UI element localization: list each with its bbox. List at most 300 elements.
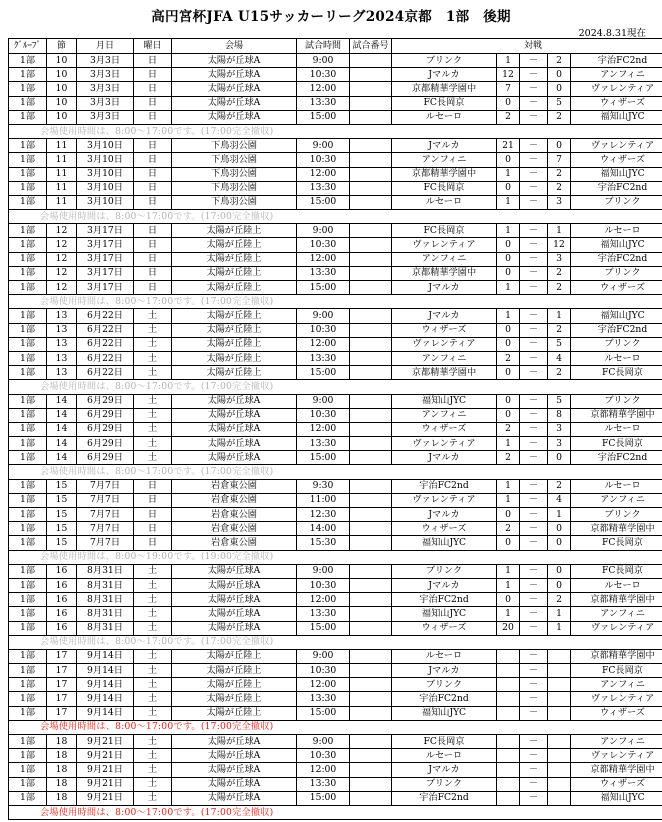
away-score-cell: 0	[548, 68, 571, 82]
match-row	[9, 54, 662, 68]
group-cell: 1部	[9, 167, 47, 181]
time-cell: 15:30	[297, 536, 350, 550]
section-cell: 18	[47, 763, 77, 777]
match-row	[9, 621, 662, 635]
home-team-cell: ウィザーズ	[392, 621, 497, 635]
match-row	[9, 323, 662, 337]
score-separator: －	[520, 649, 548, 663]
away-team-cell: ヴァレンティア	[571, 82, 662, 96]
venue-usage-note: 会場使用時間は、8:00～17:00です。(17:00完全撤収)	[9, 805, 662, 819]
header-match-no: 試合番号	[350, 39, 392, 54]
header-matchup: 対戦	[392, 39, 662, 54]
match-row	[9, 110, 662, 124]
venue-cell: 太陽が丘球A	[172, 394, 297, 408]
section-cell: 10	[47, 82, 77, 96]
venue-cell: 太陽が丘球A	[172, 96, 297, 110]
venue-cell: 太陽が丘陸上	[172, 252, 297, 266]
group-cell: 1部	[9, 578, 47, 592]
match-no-cell	[350, 110, 392, 124]
date-cell: 6月22日	[77, 351, 134, 365]
group-cell: 1部	[9, 422, 47, 436]
group-cell: 1部	[9, 181, 47, 195]
time-cell: 9:00	[297, 309, 350, 323]
home-score-cell: 1	[497, 224, 520, 238]
group-cell: 1部	[9, 337, 47, 351]
weekday-cell: 日	[134, 224, 172, 238]
away-score-cell: 1	[548, 621, 571, 635]
home-score-cell: 0	[497, 153, 520, 167]
time-cell: 9:00	[297, 224, 350, 238]
weekday-cell: 土	[134, 593, 172, 607]
score-separator: －	[520, 181, 548, 195]
away-score-cell: 5	[548, 394, 571, 408]
section-cell: 16	[47, 578, 77, 592]
away-score-cell: 5	[548, 337, 571, 351]
venue-usage-note: 会場使用時間は、8:00～17:00です。(17:00完全撤収)	[9, 380, 662, 394]
score-separator: －	[520, 153, 548, 167]
away-team-cell: 京都精華学園中	[571, 763, 662, 777]
away-score-cell	[548, 749, 571, 763]
section-cell: 11	[47, 139, 77, 153]
match-row	[9, 692, 662, 706]
home-score-cell	[497, 735, 520, 749]
venue-note-row	[9, 380, 662, 394]
venue-cell: 岩倉東公園	[172, 493, 297, 507]
time-cell: 12:00	[297, 422, 350, 436]
away-score-cell	[548, 777, 571, 791]
away-score-cell	[548, 692, 571, 706]
group-cell: 1部	[9, 649, 47, 663]
home-team-cell: ブリンク	[392, 678, 497, 692]
date-cell: 3月10日	[77, 195, 134, 209]
match-row	[9, 777, 662, 791]
group-cell: 1部	[9, 564, 47, 578]
match-no-cell	[350, 706, 392, 720]
home-score-cell: 21	[497, 139, 520, 153]
time-cell: 15:00	[297, 366, 350, 380]
home-score-cell: 12	[497, 68, 520, 82]
home-team-cell: ヴァレンティア	[392, 437, 497, 451]
date-cell: 8月31日	[77, 621, 134, 635]
time-cell: 12:00	[297, 167, 350, 181]
weekday-cell: 日	[134, 195, 172, 209]
match-no-cell	[350, 678, 392, 692]
time-cell: 10:30	[297, 578, 350, 592]
score-separator: －	[520, 777, 548, 791]
venue-cell: 太陽が丘球A	[172, 110, 297, 124]
match-no-cell	[350, 224, 392, 238]
time-cell: 13:30	[297, 607, 350, 621]
date-cell: 3月17日	[77, 281, 134, 295]
time-cell: 14:00	[297, 522, 350, 536]
home-team-cell: アンフィニ	[392, 351, 497, 365]
away-team-cell: 宇治FC2nd	[571, 323, 662, 337]
venue-usage-note: 会場使用時間は、8:00～17:00です。(17:00完全撤収)	[9, 635, 662, 649]
venue-cell: 太陽が丘球A	[172, 564, 297, 578]
time-cell: 13:30	[297, 181, 350, 195]
score-separator: －	[520, 366, 548, 380]
match-no-cell	[350, 96, 392, 110]
score-separator: －	[520, 522, 548, 536]
match-row	[9, 649, 662, 663]
away-team-cell: ウィザーズ	[571, 153, 662, 167]
match-no-cell	[350, 493, 392, 507]
weekday-cell: 日	[134, 508, 172, 522]
home-score-cell	[497, 664, 520, 678]
home-team-cell: アンフィニ	[392, 408, 497, 422]
group-cell: 1部	[9, 493, 47, 507]
home-score-cell: 0	[497, 593, 520, 607]
venue-cell: 太陽が丘球A	[172, 68, 297, 82]
away-score-cell: 2	[548, 593, 571, 607]
match-row	[9, 749, 662, 763]
venue-cell: 太陽が丘球A	[172, 437, 297, 451]
date-cell: 7月7日	[77, 508, 134, 522]
away-score-cell: 1	[548, 508, 571, 522]
venue-cell: 岩倉東公園	[172, 522, 297, 536]
date-cell: 9月14日	[77, 664, 134, 678]
date-cell: 6月22日	[77, 337, 134, 351]
venue-cell: 太陽が丘陸上	[172, 678, 297, 692]
weekday-cell: 日	[134, 266, 172, 280]
away-team-cell: ルセーロ	[571, 351, 662, 365]
away-team-cell: 宇治FC2nd	[571, 181, 662, 195]
section-cell: 15	[47, 493, 77, 507]
date-cell: 9月21日	[77, 763, 134, 777]
home-score-cell: 0	[497, 266, 520, 280]
section-cell: 10	[47, 68, 77, 82]
weekday-cell: 土	[134, 437, 172, 451]
home-score-cell: 0	[497, 366, 520, 380]
date-cell: 3月3日	[77, 68, 134, 82]
group-cell: 1部	[9, 451, 47, 465]
group-cell: 1部	[9, 735, 47, 749]
score-separator: －	[520, 224, 548, 238]
match-row	[9, 522, 662, 536]
away-team-cell: FC長岡京	[571, 437, 662, 451]
section-cell: 14	[47, 408, 77, 422]
date-cell: 6月22日	[77, 323, 134, 337]
away-score-cell: 0	[548, 522, 571, 536]
group-cell: 1部	[9, 54, 47, 68]
weekday-cell: 日	[134, 536, 172, 550]
match-no-cell	[350, 195, 392, 209]
group-cell: 1部	[9, 664, 47, 678]
date-cell: 9月21日	[77, 735, 134, 749]
match-no-cell	[350, 735, 392, 749]
away-team-cell: ヴァレンティア	[571, 692, 662, 706]
venue-cell: 太陽が丘陸上	[172, 224, 297, 238]
home-score-cell	[497, 706, 520, 720]
away-team-cell: ウィザーズ	[571, 96, 662, 110]
date-cell: 3月3日	[77, 54, 134, 68]
score-separator: －	[520, 266, 548, 280]
section-cell: 12	[47, 252, 77, 266]
away-team-cell: 福知山JYC	[571, 238, 662, 252]
match-row	[9, 337, 662, 351]
header-venue: 会場	[172, 39, 297, 54]
section-cell: 14	[47, 394, 77, 408]
time-cell: 10:30	[297, 68, 350, 82]
group-cell: 1部	[9, 309, 47, 323]
home-score-cell: 0	[497, 508, 520, 522]
date-cell: 9月21日	[77, 777, 134, 791]
group-cell: 1部	[9, 791, 47, 805]
away-team-cell: 福知山JYC	[571, 167, 662, 181]
away-score-cell: 1	[548, 309, 571, 323]
match-no-cell	[350, 167, 392, 181]
match-no-cell	[350, 252, 392, 266]
venue-note-row	[9, 295, 662, 309]
match-row	[9, 139, 662, 153]
away-team-cell: アンフィニ	[571, 735, 662, 749]
group-cell: 1部	[9, 110, 47, 124]
weekday-cell: 土	[134, 664, 172, 678]
venue-cell: 下鳥羽公園	[172, 153, 297, 167]
venue-cell: 太陽が丘球A	[172, 408, 297, 422]
home-score-cell: 7	[497, 82, 520, 96]
weekday-cell: 日	[134, 110, 172, 124]
venue-cell: 太陽が丘陸上	[172, 351, 297, 365]
away-team-cell: ウィザーズ	[571, 281, 662, 295]
match-row	[9, 479, 662, 493]
header-time: 試合時間	[297, 39, 350, 54]
date-cell: 7月7日	[77, 536, 134, 550]
home-team-cell: 宇治FC2nd	[392, 593, 497, 607]
away-score-cell: 3	[548, 195, 571, 209]
score-separator: －	[520, 252, 548, 266]
weekday-cell: 土	[134, 621, 172, 635]
away-score-cell	[548, 791, 571, 805]
match-row	[9, 408, 662, 422]
group-cell: 1部	[9, 508, 47, 522]
match-row	[9, 195, 662, 209]
home-score-cell: 1	[497, 479, 520, 493]
venue-note-row	[9, 635, 662, 649]
group-cell: 1部	[9, 607, 47, 621]
time-cell: 12:00	[297, 252, 350, 266]
section-cell: 11	[47, 167, 77, 181]
time-cell: 15:00	[297, 195, 350, 209]
home-score-cell: 1	[497, 281, 520, 295]
home-team-cell: 京都精華学園中	[392, 366, 497, 380]
home-score-cell: 0	[497, 408, 520, 422]
score-separator: －	[520, 493, 548, 507]
away-score-cell	[548, 664, 571, 678]
section-cell: 16	[47, 593, 77, 607]
match-no-cell	[350, 281, 392, 295]
match-no-cell	[350, 337, 392, 351]
time-cell: 15:00	[297, 281, 350, 295]
match-no-cell	[350, 664, 392, 678]
section-cell: 15	[47, 479, 77, 493]
header-section: 節	[47, 39, 77, 54]
away-score-cell: 2	[548, 266, 571, 280]
venue-cell: 下鳥羽公園	[172, 139, 297, 153]
time-cell: 15:00	[297, 706, 350, 720]
match-no-cell	[350, 266, 392, 280]
away-score-cell: 7	[548, 153, 571, 167]
home-team-cell: ヴァレンティア	[392, 493, 497, 507]
score-separator: －	[520, 82, 548, 96]
home-team-cell: ルセーロ	[392, 749, 497, 763]
home-team-cell: Jマルカ	[392, 139, 497, 153]
home-score-cell	[497, 678, 520, 692]
match-row	[9, 735, 662, 749]
match-no-cell	[350, 508, 392, 522]
match-row	[9, 181, 662, 195]
section-cell: 14	[47, 422, 77, 436]
date-cell: 3月10日	[77, 167, 134, 181]
match-no-cell	[350, 181, 392, 195]
match-no-cell	[350, 479, 392, 493]
away-team-cell: FC長岡京	[571, 536, 662, 550]
away-team-cell: 宇治FC2nd	[571, 451, 662, 465]
match-row	[9, 493, 662, 507]
score-separator: －	[520, 323, 548, 337]
venue-cell: 太陽が丘球A	[172, 593, 297, 607]
match-row	[9, 96, 662, 110]
away-score-cell: 0	[548, 536, 571, 550]
group-cell: 1部	[9, 394, 47, 408]
score-separator: －	[520, 508, 548, 522]
match-row	[9, 536, 662, 550]
away-score-cell: 0	[548, 82, 571, 96]
section-cell: 18	[47, 735, 77, 749]
weekday-cell: 日	[134, 238, 172, 252]
group-cell: 1部	[9, 323, 47, 337]
home-team-cell: ブリンク	[392, 777, 497, 791]
home-score-cell: 2	[497, 522, 520, 536]
time-cell: 10:30	[297, 153, 350, 167]
weekday-cell: 日	[134, 522, 172, 536]
time-cell: 12:00	[297, 337, 350, 351]
home-team-cell: ウィザーズ	[392, 522, 497, 536]
venue-cell: 太陽が丘球A	[172, 607, 297, 621]
home-team-cell: Jマルカ	[392, 763, 497, 777]
time-cell: 12:00	[297, 763, 350, 777]
section-cell: 12	[47, 238, 77, 252]
time-cell: 10:30	[297, 323, 350, 337]
away-team-cell: ブリンク	[571, 195, 662, 209]
section-cell: 15	[47, 522, 77, 536]
time-cell: 10:30	[297, 749, 350, 763]
venue-cell: 太陽が丘球A	[172, 621, 297, 635]
date-cell: 3月17日	[77, 266, 134, 280]
match-no-cell	[350, 323, 392, 337]
date-cell: 6月29日	[77, 451, 134, 465]
time-cell: 13:30	[297, 96, 350, 110]
venue-cell: 太陽が丘陸上	[172, 692, 297, 706]
group-cell: 1部	[9, 82, 47, 96]
away-team-cell: FC長岡京	[571, 664, 662, 678]
date-cell: 8月31日	[77, 593, 134, 607]
group-cell: 1部	[9, 522, 47, 536]
weekday-cell: 土	[134, 706, 172, 720]
date-cell: 9月21日	[77, 791, 134, 805]
away-team-cell: 京都精華学園中	[571, 593, 662, 607]
section-cell: 12	[47, 224, 77, 238]
header-date: 月日	[77, 39, 134, 54]
away-team-cell: ブリンク	[571, 337, 662, 351]
score-separator: －	[520, 451, 548, 465]
away-score-cell: 2	[548, 479, 571, 493]
weekday-cell: 日	[134, 82, 172, 96]
venue-note-row	[9, 465, 662, 479]
time-cell: 13:30	[297, 351, 350, 365]
away-score-cell: 2	[548, 323, 571, 337]
home-score-cell: 1	[497, 437, 520, 451]
page-title: 高円宮杯JFA U15サッカーリーグ2024京都 1部 後期	[151, 9, 511, 25]
date-cell: 9月14日	[77, 649, 134, 663]
match-row	[9, 578, 662, 592]
match-row	[9, 309, 662, 323]
score-separator: －	[520, 167, 548, 181]
score-separator: －	[520, 281, 548, 295]
group-cell: 1部	[9, 96, 47, 110]
match-row	[9, 394, 662, 408]
time-cell: 15:00	[297, 621, 350, 635]
weekday-cell: 土	[134, 451, 172, 465]
time-cell: 13:30	[297, 692, 350, 706]
away-score-cell: 4	[548, 351, 571, 365]
score-separator: －	[520, 706, 548, 720]
home-score-cell: 0	[497, 252, 520, 266]
weekday-cell: 土	[134, 735, 172, 749]
match-row	[9, 706, 662, 720]
date-cell: 3月3日	[77, 82, 134, 96]
home-score-cell: 0	[497, 238, 520, 252]
home-team-cell: 宇治FC2nd	[392, 791, 497, 805]
match-row	[9, 366, 662, 380]
match-no-cell	[350, 649, 392, 663]
group-cell: 1部	[9, 68, 47, 82]
section-cell: 18	[47, 777, 77, 791]
away-team-cell: 京都精華学園中	[571, 522, 662, 536]
date-cell: 3月3日	[77, 96, 134, 110]
away-score-cell: 12	[548, 238, 571, 252]
section-cell: 13	[47, 323, 77, 337]
section-cell: 14	[47, 451, 77, 465]
weekday-cell: 土	[134, 678, 172, 692]
match-row	[9, 437, 662, 451]
home-score-cell: 2	[497, 451, 520, 465]
weekday-cell: 土	[134, 351, 172, 365]
date-cell: 6月29日	[77, 437, 134, 451]
away-team-cell: アンフィニ	[571, 68, 662, 82]
away-score-cell: 1	[548, 224, 571, 238]
time-cell: 10:30	[297, 408, 350, 422]
match-no-cell	[350, 394, 392, 408]
score-separator: －	[520, 621, 548, 635]
match-row	[9, 763, 662, 777]
score-separator: －	[520, 195, 548, 209]
home-score-cell: 1	[497, 54, 520, 68]
group-cell: 1部	[9, 621, 47, 635]
away-score-cell: 8	[548, 408, 571, 422]
home-team-cell: 京都精華学園中	[392, 266, 497, 280]
group-cell: 1部	[9, 692, 47, 706]
weekday-cell: 日	[134, 167, 172, 181]
away-score-cell: 2	[548, 54, 571, 68]
weekday-cell: 土	[134, 777, 172, 791]
match-row	[9, 664, 662, 678]
away-score-cell	[548, 678, 571, 692]
score-separator: －	[520, 422, 548, 436]
date-cell: 6月29日	[77, 422, 134, 436]
date-cell: 3月10日	[77, 139, 134, 153]
venue-cell: 太陽が丘球A	[172, 578, 297, 592]
